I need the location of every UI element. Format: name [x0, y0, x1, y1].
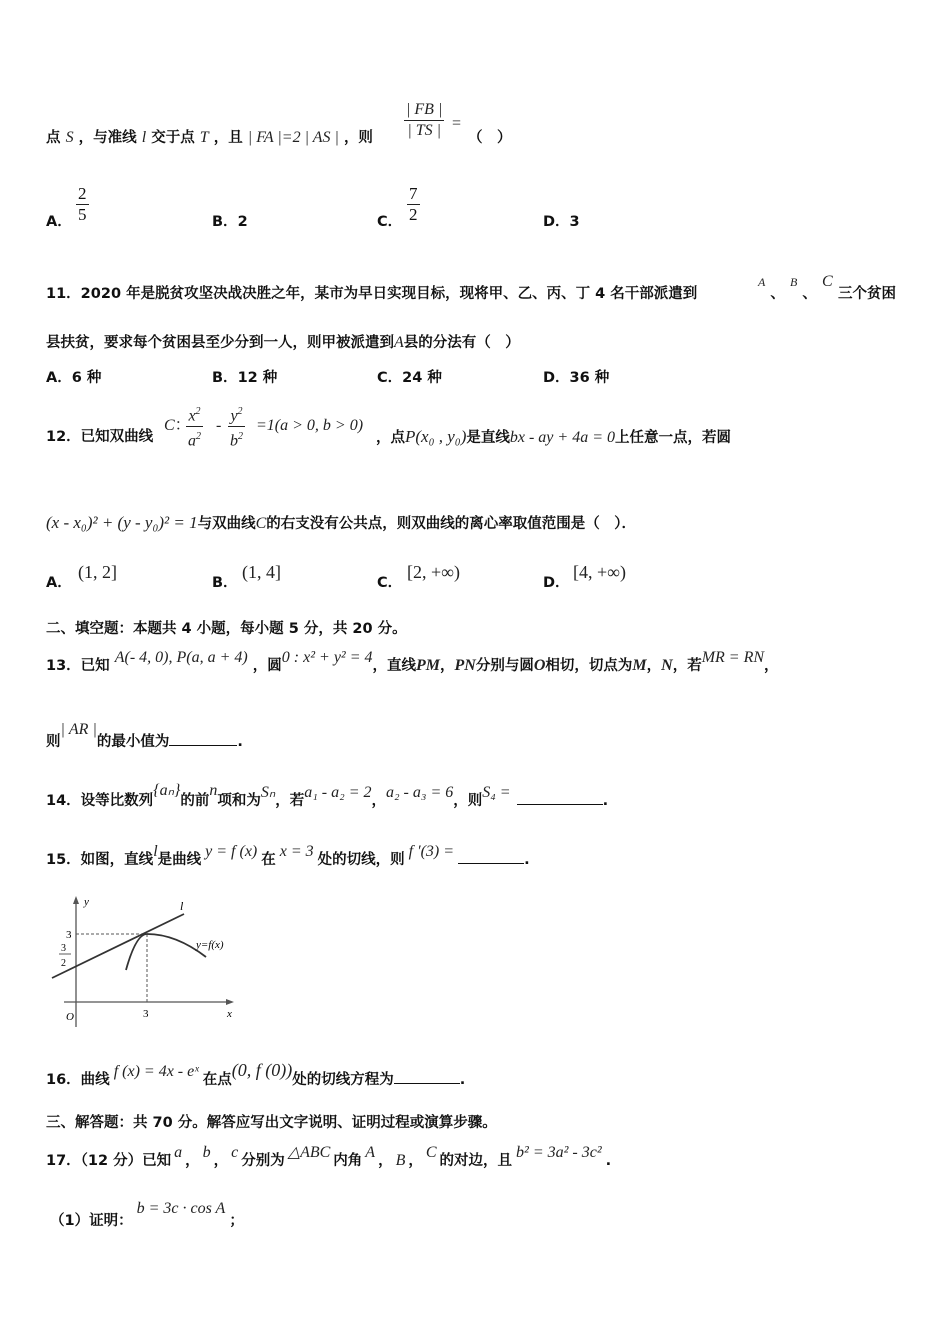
tangent-line-l [52, 914, 184, 978]
q10-option-a[interactable] [46, 212, 72, 232]
q11-text: 11．2020 年是脱贫攻坚决战决胜之年，某市为早日实现目标，现将甲、乙、丙、丁 4 名干部派遣到 [46, 286, 698, 302]
q13-text: 13．已知 [46, 658, 110, 674]
sep: ， [378, 1153, 393, 1169]
q10-text: ，与准线 [78, 130, 137, 146]
q16-text: 处的切线方程为 [292, 1072, 394, 1088]
section-solutions-heading [46, 1113, 497, 1133]
frac-num: 7 [409, 184, 418, 203]
sep: ， [213, 1153, 229, 1169]
option-text: [4, +∞) [573, 562, 626, 582]
q17-line [46, 1144, 612, 1171]
q13-points: A(- 4, 0), P(a, a + 4) [114, 649, 248, 666]
var-x: x [188, 407, 196, 425]
q10-fraction [404, 100, 444, 141]
q10-frac-num: | FB | [404, 100, 444, 121]
q17-equation: b² = 3a² - 3c² [516, 1144, 602, 1161]
option-text: 6 种 [71, 370, 102, 386]
q14-text: ，若 [275, 793, 305, 809]
q15-text: 15．如图，直线 [46, 852, 154, 868]
q12-option-a[interactable] [78, 562, 117, 584]
option-label: A． [46, 214, 72, 230]
sequence: {aₙ} [153, 782, 181, 799]
circle-o: O [533, 657, 546, 674]
colon: ： [174, 417, 191, 434]
option-label: D． [543, 370, 570, 386]
line-l-label: l [180, 899, 184, 913]
county-a: A [758, 275, 766, 289]
q12-condition: =1(a > 0, b > 0) [256, 417, 364, 434]
q14-text: 项和为 [217, 793, 261, 809]
q11-line1 [46, 284, 697, 304]
section-fill-in-heading [46, 619, 407, 639]
q15-text: 是曲线 [157, 852, 202, 868]
q17-part1-equation: b = 3c · cos A [136, 1200, 226, 1217]
y-tick-3: 3 [66, 929, 72, 941]
q10-point-t: T [199, 129, 209, 146]
q17-part1-label: （1）证明： [50, 1213, 133, 1229]
option-label: C． [377, 370, 403, 386]
q17-text: 内角 [333, 1153, 363, 1169]
q12-frac-x: $\frac{x^2}{a^2}$ [186, 402, 203, 452]
point-m: M [632, 657, 647, 674]
q17-part1 [50, 1200, 244, 1231]
origin-label: O [66, 1011, 74, 1023]
frac-den: 5 [78, 205, 87, 224]
y-tick-frac-num: 3 [61, 943, 66, 954]
q13-line2 [46, 721, 243, 752]
equals-sign: = [452, 115, 462, 132]
angle-c: C [425, 1144, 437, 1161]
q10-text: ，则 [343, 130, 373, 146]
q14-cond-1: a₁ - a₂ = 2 [304, 784, 372, 801]
q10-paren [468, 128, 512, 148]
q12-text: 的右支没有公共点，则双曲线的离心率取值范围是（ ）． [266, 516, 637, 532]
q14-text: ， [371, 793, 386, 809]
curve-c: C [255, 515, 267, 532]
q12-minus [216, 416, 221, 436]
q13-text: 分别与圆 [475, 658, 534, 674]
option-label: D． [543, 575, 570, 591]
q15-text: . [524, 852, 530, 868]
angle-a: A [365, 1144, 376, 1161]
q17-text: ； [229, 1213, 244, 1229]
q13-text: ， [646, 658, 662, 674]
q11-option-d[interactable] [543, 368, 609, 388]
q11-text: 县的分法有（ ） [403, 335, 520, 351]
y-axis-label: y [84, 896, 89, 908]
q13-text: . [237, 734, 243, 750]
q17-text: 17．（12 分）已知 [46, 1153, 172, 1169]
q12-text: 是直线 [466, 430, 510, 446]
q12-option-a-label[interactable] [46, 573, 72, 593]
var-n: n [209, 782, 218, 799]
answer-paren: （ ） [468, 130, 512, 146]
q15-text: 处的切线，则 [317, 852, 405, 868]
option-text: 3 [569, 214, 580, 230]
q14-answer-blank[interactable] [517, 804, 603, 805]
option-label: B． [212, 214, 238, 230]
q15-graph [44, 892, 244, 1032]
option-text: (1, 2] [78, 562, 117, 582]
county-c: C [821, 273, 833, 290]
option-text: 2 [237, 214, 248, 230]
option-label: C． [377, 575, 403, 591]
q12-line1-rest [376, 427, 731, 448]
q10-eq [452, 114, 461, 134]
x-axis-label: x [227, 1008, 232, 1020]
side-c: c [231, 1144, 239, 1161]
curve-c: C [164, 417, 175, 434]
var-a: a [188, 432, 196, 450]
var-y: y [230, 407, 238, 425]
frac-num: 2 [78, 184, 87, 203]
option-label: B． [212, 575, 238, 591]
q15-text: 在 [261, 852, 276, 868]
section-text: 二、填空题：本题共 4 小题，每小题 5 分，共 20 分。 [46, 621, 407, 637]
side-a: a [174, 1144, 183, 1161]
q13-text: 则 [46, 734, 61, 750]
q10-condition: | FA |=2 | AS | [247, 129, 339, 146]
point-n: N [661, 657, 673, 674]
q10-directrix-l: l [141, 129, 147, 146]
q10-option-b[interactable] [212, 212, 248, 232]
q12-text: ，点 [376, 430, 405, 446]
q13-condition: MR = RN [701, 649, 765, 666]
x-tick-3: 3 [143, 1008, 149, 1020]
q11-line1-tail [838, 284, 896, 304]
q16-point: (0, f (0)) [231, 1060, 293, 1080]
q11-counties [758, 272, 833, 302]
triangle-abc: △ABC [287, 1144, 331, 1161]
angle-b: B [395, 1152, 406, 1169]
q14-text: . [602, 793, 609, 809]
q12-text: 12．已知双曲线 [46, 429, 154, 445]
q13-text: 相切，切点为 [545, 658, 633, 674]
q15-answer-blank[interactable] [458, 863, 524, 864]
circle-eq: (x - x₀)² + (y - y₀)² = 1 [46, 513, 198, 532]
sum-sn: Sₙ [260, 784, 276, 801]
option-text: (1, 4] [242, 562, 281, 582]
q13-line1 [46, 649, 779, 676]
q10-text: 点 [46, 130, 61, 146]
q15-line [46, 843, 530, 870]
curve-f [126, 934, 206, 970]
q12-frac-y: $\frac{y^2}{b^2}$ [228, 402, 245, 452]
sep: ， [185, 1153, 200, 1169]
q10-option-d[interactable] [543, 212, 580, 232]
county-b: B [789, 275, 798, 289]
q12-option-b-label[interactable] [212, 573, 238, 593]
q17-text: 的对边，且 [439, 1153, 513, 1169]
q10-point-s: S [65, 129, 74, 146]
q14-cond-2: a₂ - a₃ = 6 [385, 784, 454, 801]
q12-lead [46, 427, 153, 447]
q12-option-c-label[interactable] [377, 573, 402, 593]
q14-text: ，则 [453, 793, 483, 809]
q16-text: 在点 [202, 1072, 232, 1088]
q13-text: ， [440, 658, 455, 674]
option-label: A． [46, 370, 72, 386]
q11-line2 [46, 333, 520, 353]
curve-eq: y = f (x) [205, 843, 258, 860]
q11-option-b[interactable] [212, 368, 277, 388]
option-label: C． [377, 214, 403, 230]
q11-text: 县扶贫，要求每个贫困县至少分到一人，则甲被派遣到 [46, 335, 394, 351]
sep: ， [408, 1153, 423, 1169]
q14-text: 14．设等比数列 [46, 793, 154, 809]
section-text: 三、解答题：共 70 分。解答应写出文字说明、证明过程或演算步骤。 [46, 1115, 497, 1131]
q13-answer-blank[interactable] [169, 745, 237, 746]
option-label: B． [212, 370, 238, 386]
x-axis-arrow [226, 999, 234, 1005]
q13-text: ，若 [672, 658, 702, 674]
option-label: A． [46, 575, 72, 591]
sep: 、 [770, 286, 785, 302]
q10-line [46, 128, 373, 148]
q16-line [46, 1060, 466, 1090]
line-pn: PN [454, 657, 476, 674]
q13-circle: 0 : x² + y² = 4 [281, 649, 373, 666]
q12-rhs [256, 416, 363, 436]
option-label: D． [543, 214, 570, 230]
q16-answer-blank[interactable] [394, 1083, 460, 1084]
q13-text: 的最小值为 [96, 734, 170, 750]
q10-option-c[interactable] [377, 212, 402, 232]
q10-option-a-frac [76, 184, 89, 225]
q17-text: . [605, 1153, 612, 1169]
sum-s4: S₄ = [482, 784, 511, 801]
q17-text: 分别为 [241, 1153, 285, 1169]
q12-option-b[interactable] [242, 562, 281, 584]
option-text: 12 种 [237, 370, 278, 386]
q12-line2 [46, 513, 636, 534]
y-axis-arrow [73, 896, 79, 904]
q13-text: ，圆 [252, 658, 282, 674]
q16-function: f (x) = 4x - eˣ [113, 1063, 199, 1080]
q12-text: 与双曲线 [197, 516, 256, 532]
q16-text: . [459, 1072, 466, 1088]
derivative: f ′(3) = [408, 843, 455, 860]
q10-option-c-frac [407, 184, 420, 225]
segment-ar: | AR | [60, 721, 97, 738]
q10-text: 交于点 [151, 130, 195, 146]
curve-label: y=f(x) [196, 939, 224, 951]
option-text: [2, +∞) [407, 562, 460, 582]
line-l: l [153, 843, 158, 860]
q14-line [46, 782, 609, 811]
q11-option-a[interactable] [46, 368, 101, 388]
x-value: x = 3 [279, 843, 314, 860]
frac-den: 2 [409, 205, 418, 224]
side-b: b [202, 1144, 211, 1161]
line-eq: bx - ay + 4a = 0 [509, 429, 615, 446]
var-b: b [230, 432, 238, 450]
q10-frac-den: | TS | [407, 122, 442, 139]
option-text: 24 种 [402, 370, 442, 386]
line-pm: PM [416, 657, 441, 674]
q12-option-c[interactable] [407, 562, 460, 584]
county-a: A [394, 334, 404, 351]
sep: 、 [802, 286, 817, 302]
option-text: 36 种 [569, 370, 610, 386]
q14-text: 的前 [180, 793, 210, 809]
q11-text: 三个贫困 [838, 286, 896, 302]
minus-sign: - [216, 417, 222, 434]
q12-option-d[interactable] [573, 562, 626, 584]
q13-text: ，直线 [372, 658, 417, 674]
y-tick-frac-den: 2 [61, 958, 66, 969]
q16-text: 16．曲线 [46, 1072, 110, 1088]
q10-text: ，且 [213, 130, 243, 146]
q11-option-c[interactable] [377, 368, 442, 388]
q12-option-d-label[interactable] [543, 573, 570, 593]
q13-text: ， [764, 658, 779, 674]
q12-text: 上任意一点，若圆 [615, 430, 731, 446]
point-p: P(x₀ , y₀) [405, 427, 467, 446]
